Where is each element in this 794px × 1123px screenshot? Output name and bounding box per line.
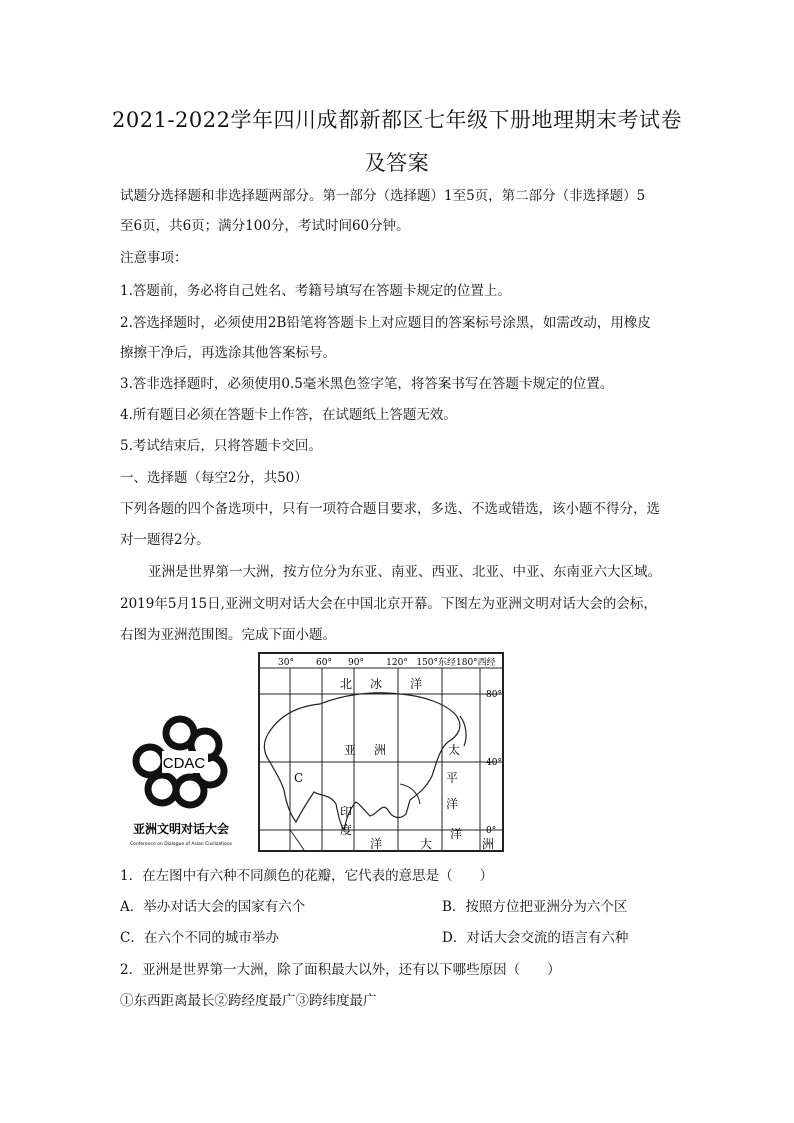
lon-label-90: 90° bbox=[348, 658, 364, 668]
map-word: 印 bbox=[340, 805, 353, 819]
map-word: 洋 bbox=[410, 677, 423, 691]
page-title-line2: 及答案 bbox=[364, 151, 430, 175]
lon-label-120: 120° bbox=[386, 658, 408, 668]
lat-label-0: 0° bbox=[486, 826, 497, 836]
q1-option-c: C．在六个不同的城市举办 bbox=[120, 930, 279, 946]
passage-text-3: 右图为亚洲范围图。完成下面小题。 bbox=[120, 627, 336, 643]
map-word: 冰 bbox=[370, 677, 383, 691]
lon-label-30: 30° bbox=[278, 658, 294, 668]
map-word: 北 bbox=[340, 677, 353, 691]
asia-map bbox=[258, 652, 504, 852]
map-word: 大 bbox=[420, 837, 433, 850]
map-word: 度 bbox=[340, 823, 353, 837]
figure bbox=[126, 652, 506, 852]
map-word: 洋 bbox=[450, 827, 463, 841]
logo-caption: 亚洲文明对话大会 bbox=[132, 822, 230, 836]
lon-label-150-180: 150°东经180°西经 bbox=[416, 658, 496, 668]
map-word: C bbox=[294, 771, 304, 785]
logo-text: CDAC bbox=[162, 755, 206, 772]
map-word: 太 bbox=[448, 743, 461, 757]
section-heading: 一、选择题（每空2分，共50） bbox=[120, 470, 308, 486]
map-word: 洲 bbox=[482, 837, 495, 850]
intro-text: 试题分选择题和非选择题两部分。第一部分（选择题）1至5页，第二部分（非选择题）5 bbox=[120, 188, 646, 204]
map-word: 洋 bbox=[370, 837, 383, 850]
lat-label-40: 40° bbox=[486, 758, 502, 768]
question-1-stem: 1．在左图中有六种不同颜色的花瓣，它代表的意思是（ ） bbox=[120, 868, 494, 884]
map-word: 洋 bbox=[446, 797, 459, 811]
notice-item-2: 2.答选择题时，必须使用2B铅笔将答题卡上对应题目的答案标号涂黑，如需改动，用橡皮 bbox=[120, 315, 651, 331]
notice-heading: 注意事项： bbox=[120, 250, 188, 266]
notice-item-4: 4.所有题目必须在答题卡上作答，在试题纸上答题无效。 bbox=[120, 407, 457, 423]
question-2-stem: 2．亚洲是世界第一大洲，除了面积最大以外，还有以下哪些原因（ ） bbox=[120, 962, 561, 978]
passage-text-2: 2019年5月15日,亚洲文明对话大会在中国北京开幕。下图左为亚洲文明对话大会的会标， bbox=[120, 596, 657, 612]
page-title: 2021-2022学年四川成都新都区七年级下册地理期末考试卷 bbox=[112, 108, 682, 132]
lat-label-80: 80° bbox=[486, 690, 502, 700]
cdac-logo bbox=[126, 707, 236, 852]
logo-subcaption: Conference on Dialogue of Asian Civilizations bbox=[130, 842, 232, 847]
q1-option-d: D．对话大会交流的语言有六种 bbox=[442, 930, 629, 946]
q1-option-b: B．按照方位把亚洲分为六个区 bbox=[442, 899, 628, 915]
intro-text-cont: 至6页，共6页；满分100分，考试时间60分钟。 bbox=[120, 218, 410, 234]
map-word: 洲 bbox=[374, 743, 387, 757]
notice-item-5: 5.考试结束后，只将答题卡交回。 bbox=[120, 438, 322, 454]
notice-item-3: 3.答非选择题时，必须使用0.5毫米黑色签字笔，将答案书写在答题卡规定的位置。 bbox=[120, 376, 614, 392]
q1-option-a: A．举办对话大会的国家有六个 bbox=[120, 899, 306, 915]
notice-item-2-cont: 擦擦干净后，再选涂其他答案标号。 bbox=[120, 345, 336, 361]
passage-text: 亚洲是世界第一大洲，按方位分为东亚、南亚、西亚、北亚、中亚、东南亚六大区域。 bbox=[148, 564, 661, 580]
section-description-cont: 对一题得2分。 bbox=[120, 532, 210, 548]
map-word: 亚 bbox=[344, 743, 357, 757]
question-2-statements: ①东西距离最长②跨经度最广③跨纬度最广 bbox=[120, 993, 377, 1009]
section-description: 下列各题的四个备选项中，只有一项符合题目要求，多选、不选或错选，该小题不得分，选 bbox=[120, 501, 660, 517]
map-word: 平 bbox=[446, 771, 459, 785]
notice-item-1: 1.答题前，务必将自己姓名、考籍号填写在答题卡规定的位置上。 bbox=[120, 283, 511, 299]
lon-label-60: 60° bbox=[316, 658, 332, 668]
